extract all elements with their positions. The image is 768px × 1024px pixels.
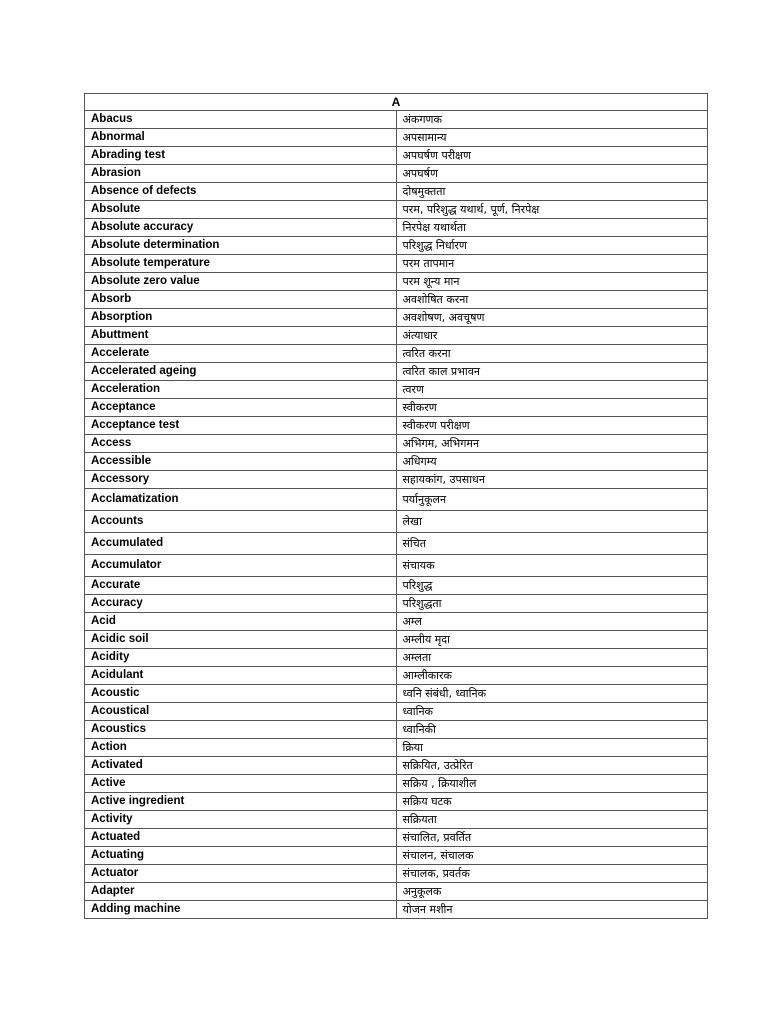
meaning-cell: अपघर्षण — [396, 165, 708, 183]
term-cell: Absence of defects — [85, 183, 397, 201]
table-row — [85, 829, 708, 847]
table-row — [85, 273, 708, 291]
table-row — [85, 595, 708, 613]
meaning-cell: दोषमुक्तता — [396, 183, 708, 201]
table-row — [85, 327, 708, 345]
meaning-cell: पर्यानुकूलन — [396, 489, 708, 511]
term-cell: Accurate — [85, 577, 397, 595]
meaning-cell: अम्ल — [396, 613, 708, 631]
table-row — [85, 555, 708, 577]
term-cell: Accumulator — [85, 555, 397, 577]
meaning-cell: अंत्याधार — [396, 327, 708, 345]
term-cell: Accelerated ageing — [85, 363, 397, 381]
table-row — [85, 901, 708, 919]
table-row — [85, 219, 708, 237]
table-row — [85, 775, 708, 793]
term-cell: Acid — [85, 613, 397, 631]
meaning-cell: सहायकांग, उपसाधन — [396, 471, 708, 489]
meaning-cell: अम्लीय मृदा — [396, 631, 708, 649]
meaning-cell: अधिगम्य — [396, 453, 708, 471]
table-row — [85, 667, 708, 685]
term-cell: Adapter — [85, 883, 397, 901]
section-letter: A — [85, 94, 708, 111]
term-cell: Abuttment — [85, 327, 397, 345]
term-cell: Action — [85, 739, 397, 757]
term-cell: Accelerate — [85, 345, 397, 363]
meaning-cell: अम्लता — [396, 649, 708, 667]
table-row — [85, 793, 708, 811]
meaning-cell: अवशोषण, अवचूषण — [396, 309, 708, 327]
term-cell: Actuator — [85, 865, 397, 883]
table-row — [85, 129, 708, 147]
term-cell: Absolute zero value — [85, 273, 397, 291]
table-row — [85, 363, 708, 381]
table-row — [85, 399, 708, 417]
table-row — [85, 435, 708, 453]
meaning-cell: संचालक, प्रवर्तक — [396, 865, 708, 883]
term-cell: Activated — [85, 757, 397, 775]
meaning-cell: परम तापमान — [396, 255, 708, 273]
term-cell: Access — [85, 435, 397, 453]
term-cell: Accessory — [85, 471, 397, 489]
term-cell: Absolute determination — [85, 237, 397, 255]
meaning-cell: ध्वानिकी — [396, 721, 708, 739]
meaning-cell: संचायक — [396, 555, 708, 577]
table-row — [85, 865, 708, 883]
meaning-cell: ध्वानिक — [396, 703, 708, 721]
table-row — [85, 201, 708, 219]
table-row — [85, 309, 708, 327]
table-row — [85, 489, 708, 511]
meaning-cell: परिशुद्धता — [396, 595, 708, 613]
meaning-cell: निरपेक्ष यथार्थता — [396, 219, 708, 237]
table-row — [85, 883, 708, 901]
meaning-cell: त्वरित काल प्रभावन — [396, 363, 708, 381]
table-row — [85, 147, 708, 165]
term-cell: Accessible — [85, 453, 397, 471]
meaning-cell: संचालित, प्रवर्तित — [396, 829, 708, 847]
meaning-cell: अभिगम, अभिगमन — [396, 435, 708, 453]
term-cell: Accounts — [85, 511, 397, 533]
term-cell: Actuated — [85, 829, 397, 847]
glossary-table — [84, 93, 708, 919]
term-cell: Adding machine — [85, 901, 397, 919]
table-row — [85, 381, 708, 399]
term-cell: Acceleration — [85, 381, 397, 399]
term-cell: Acidic soil — [85, 631, 397, 649]
term-cell: Acoustics — [85, 721, 397, 739]
table-row — [85, 237, 708, 255]
term-cell: Absolute accuracy — [85, 219, 397, 237]
meaning-cell: क्रिया — [396, 739, 708, 757]
meaning-cell: परम, परिशुद्ध यथार्थ, पूर्ण, निरपेक्ष — [396, 201, 708, 219]
meaning-cell: स्वीकरण — [396, 399, 708, 417]
meaning-cell: अंकगणक — [396, 111, 708, 129]
meaning-cell: संचित — [396, 533, 708, 555]
meaning-cell: स्वीकरण परीक्षण — [396, 417, 708, 435]
table-row — [85, 757, 708, 775]
table-row — [85, 533, 708, 555]
term-cell: Acidity — [85, 649, 397, 667]
table-row — [85, 165, 708, 183]
meaning-cell: योजन मशीन — [396, 901, 708, 919]
table-row — [85, 847, 708, 865]
table-row — [85, 453, 708, 471]
table-row — [85, 255, 708, 273]
term-cell: Absolute temperature — [85, 255, 397, 273]
term-cell: Acceptance test — [85, 417, 397, 435]
meaning-cell: सक्रियता — [396, 811, 708, 829]
meaning-cell: परिशुद्ध — [396, 577, 708, 595]
table-row — [85, 811, 708, 829]
meaning-cell: अनुकूलक — [396, 883, 708, 901]
table-row — [85, 291, 708, 309]
table-row — [85, 613, 708, 631]
term-cell: Acceptance — [85, 399, 397, 417]
table-row — [85, 345, 708, 363]
meaning-cell: परम शून्य मान — [396, 273, 708, 291]
section-header-row — [85, 94, 708, 111]
table-row — [85, 111, 708, 129]
term-cell: Acidulant — [85, 667, 397, 685]
term-cell: Acclamatization — [85, 489, 397, 511]
table-row — [85, 703, 708, 721]
meaning-cell: ध्वनि संबंधी, ध्वानिक — [396, 685, 708, 703]
meaning-cell: त्वरित करना — [396, 345, 708, 363]
term-cell: Accumulated — [85, 533, 397, 555]
meaning-cell: त्वरण — [396, 381, 708, 399]
meaning-cell: आम्लीकारक — [396, 667, 708, 685]
meaning-cell: अपघर्षण परीक्षण — [396, 147, 708, 165]
term-cell: Acoustical — [85, 703, 397, 721]
term-cell: Abacus — [85, 111, 397, 129]
meaning-cell: सक्रियित, उत्प्रेरित — [396, 757, 708, 775]
meaning-cell: सक्रिय , क्रियाशील — [396, 775, 708, 793]
term-cell: Activity — [85, 811, 397, 829]
table-row — [85, 721, 708, 739]
term-cell: Accuracy — [85, 595, 397, 613]
table-row — [85, 649, 708, 667]
term-cell: Abrading test — [85, 147, 397, 165]
meaning-cell: अवशोषित करना — [396, 291, 708, 309]
glossary-body — [85, 111, 708, 919]
table-row — [85, 577, 708, 595]
meaning-cell: अपसामान्य — [396, 129, 708, 147]
term-cell: Actuating — [85, 847, 397, 865]
table-row — [85, 739, 708, 757]
table-row — [85, 511, 708, 533]
term-cell: Absorption — [85, 309, 397, 327]
table-row — [85, 471, 708, 489]
term-cell: Absolute — [85, 201, 397, 219]
meaning-cell: संचालन, संचालक — [396, 847, 708, 865]
table-row — [85, 183, 708, 201]
term-cell: Abrasion — [85, 165, 397, 183]
term-cell: Abnormal — [85, 129, 397, 147]
term-cell: Active ingredient — [85, 793, 397, 811]
term-cell: Acoustic — [85, 685, 397, 703]
table-row — [85, 417, 708, 435]
table-row — [85, 631, 708, 649]
term-cell: Active — [85, 775, 397, 793]
term-cell: Absorb — [85, 291, 397, 309]
meaning-cell: सक्रिय घटक — [396, 793, 708, 811]
meaning-cell: परिशुद्ध निर्धारण — [396, 237, 708, 255]
table-row — [85, 685, 708, 703]
meaning-cell: लेखा — [396, 511, 708, 533]
